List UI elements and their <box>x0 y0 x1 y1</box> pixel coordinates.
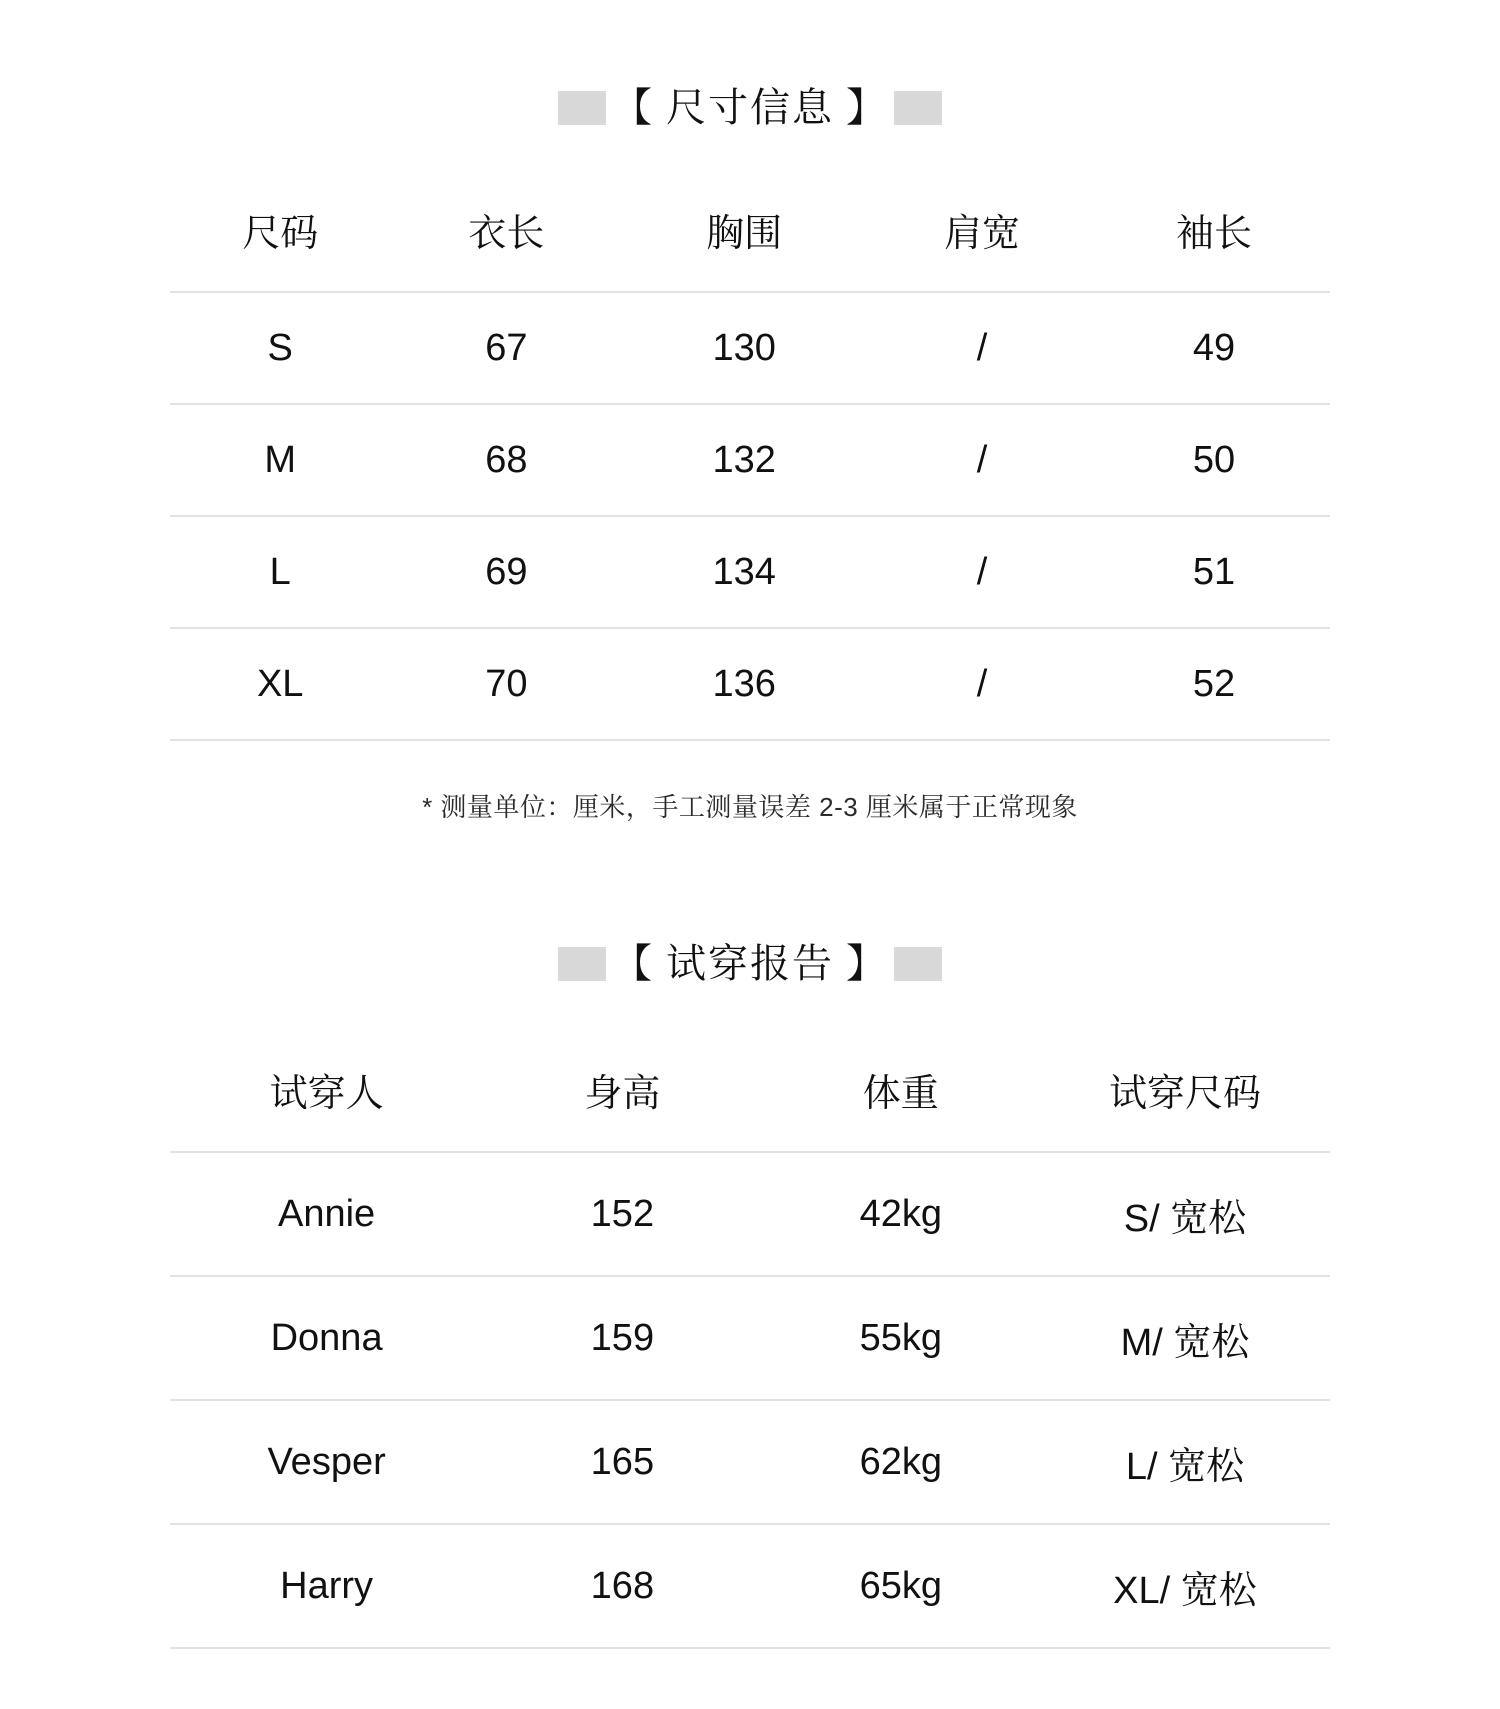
size-table-body <box>170 292 1330 740</box>
size-cell-sleeve: 50 <box>1098 404 1330 516</box>
fit-cell-weight: 65kg <box>762 1524 1040 1648</box>
size-info-bracket-left: 【 <box>612 86 654 130</box>
size-table-head <box>170 202 1330 292</box>
fit-cell-size: XL/ 宽松 <box>1040 1524 1330 1648</box>
fit-cell-model: Harry <box>170 1524 483 1648</box>
heading-spacer-2 <box>0 984 1500 1062</box>
heading-bar-right <box>894 947 942 981</box>
size-info-bracket-right: 】 <box>846 86 888 130</box>
size-cell-length: 68 <box>390 404 622 516</box>
fit-col-header-model: 试穿人 <box>269 1073 384 1115</box>
table-row <box>170 1152 1330 1276</box>
top-spacer <box>0 0 1500 88</box>
heading-bar-left <box>558 947 606 981</box>
section-spacer <box>0 824 1500 944</box>
size-cell-length: 70 <box>390 628 622 740</box>
size-col-header-shoulder: 肩宽 <box>943 213 1020 255</box>
fit-cell-size: L/ 宽松 <box>1040 1400 1330 1524</box>
table-row <box>170 292 1330 404</box>
size-cell-size: L <box>170 516 390 628</box>
fit-cell-size: S/ 宽松 <box>1040 1152 1330 1276</box>
fit-report-table <box>170 1062 1330 1649</box>
size-cell-length: 69 <box>390 516 622 628</box>
fit-cell-height: 159 <box>483 1276 761 1400</box>
table-row <box>170 628 1330 740</box>
size-cell-bust: 134 <box>622 516 866 628</box>
size-cell-sleeve: 51 <box>1098 516 1330 628</box>
fit-cell-weight: 42kg <box>762 1152 1040 1276</box>
fit-cell-model: Annie <box>170 1152 483 1276</box>
heading-bar-right <box>894 91 942 125</box>
fit-cell-model: Donna <box>170 1276 483 1400</box>
size-cell-shoulder: / <box>866 292 1098 404</box>
fit-report-bracket-left: 【 <box>612 942 654 986</box>
size-cell-bust: 130 <box>622 292 866 404</box>
fit-cell-weight: 55kg <box>762 1276 1040 1400</box>
size-cell-size: S <box>170 292 390 404</box>
size-table <box>170 202 1330 741</box>
fit-cell-height: 168 <box>483 1524 761 1648</box>
fit-cell-height: 165 <box>483 1400 761 1524</box>
fit-table-body <box>170 1152 1330 1648</box>
size-table-wrapper <box>170 202 1330 824</box>
fit-report-heading <box>0 944 1500 984</box>
table-row <box>170 1400 1330 1524</box>
fit-report-bracket-right: 】 <box>846 942 888 986</box>
size-cell-size: M <box>170 404 390 516</box>
table-row <box>170 1276 1330 1400</box>
bottom-spacer <box>0 1649 1500 1709</box>
size-cell-size: XL <box>170 628 390 740</box>
size-cell-bust: 132 <box>622 404 866 516</box>
size-cell-shoulder: / <box>866 516 1098 628</box>
fit-cell-height: 152 <box>483 1152 761 1276</box>
table-row <box>170 516 1330 628</box>
fit-report-title: 试穿报告 <box>666 942 834 986</box>
fit-cell-size: M/ 宽松 <box>1040 1276 1330 1400</box>
heading-bar-left <box>558 91 606 125</box>
fit-col-header-weight: 体重 <box>862 1073 939 1115</box>
size-col-header-length: 衣长 <box>468 213 545 255</box>
size-cell-sleeve: 49 <box>1098 292 1330 404</box>
measurement-note: * 测量单位：厘米，手工测量误差 2-3 厘米属于正常现象 <box>422 792 1078 822</box>
size-col-header-bust: 胸围 <box>706 213 783 255</box>
table-row <box>170 1524 1330 1648</box>
table-row <box>170 404 1330 516</box>
size-col-header-sleeve: 袖长 <box>1175 213 1252 255</box>
size-cell-length: 67 <box>390 292 622 404</box>
size-cell-shoulder: / <box>866 628 1098 740</box>
size-cell-shoulder: / <box>866 404 1098 516</box>
fit-table-wrapper <box>170 1062 1330 1649</box>
size-cell-sleeve: 52 <box>1098 628 1330 740</box>
fit-col-header-size: 试穿尺码 <box>1108 1073 1261 1115</box>
table-header-row <box>170 202 1330 292</box>
size-col-header-size: 尺码 <box>242 213 319 255</box>
size-info-heading <box>0 88 1500 128</box>
size-cell-bust: 136 <box>622 628 866 740</box>
fit-table-head <box>170 1062 1330 1152</box>
table-header-row <box>170 1062 1330 1152</box>
fit-cell-weight: 62kg <box>762 1400 1040 1524</box>
fit-col-header-height: 身高 <box>584 1073 661 1115</box>
size-info-title: 尺寸信息 <box>666 86 834 130</box>
heading-spacer-1 <box>0 128 1500 202</box>
fit-cell-model: Vesper <box>170 1400 483 1524</box>
